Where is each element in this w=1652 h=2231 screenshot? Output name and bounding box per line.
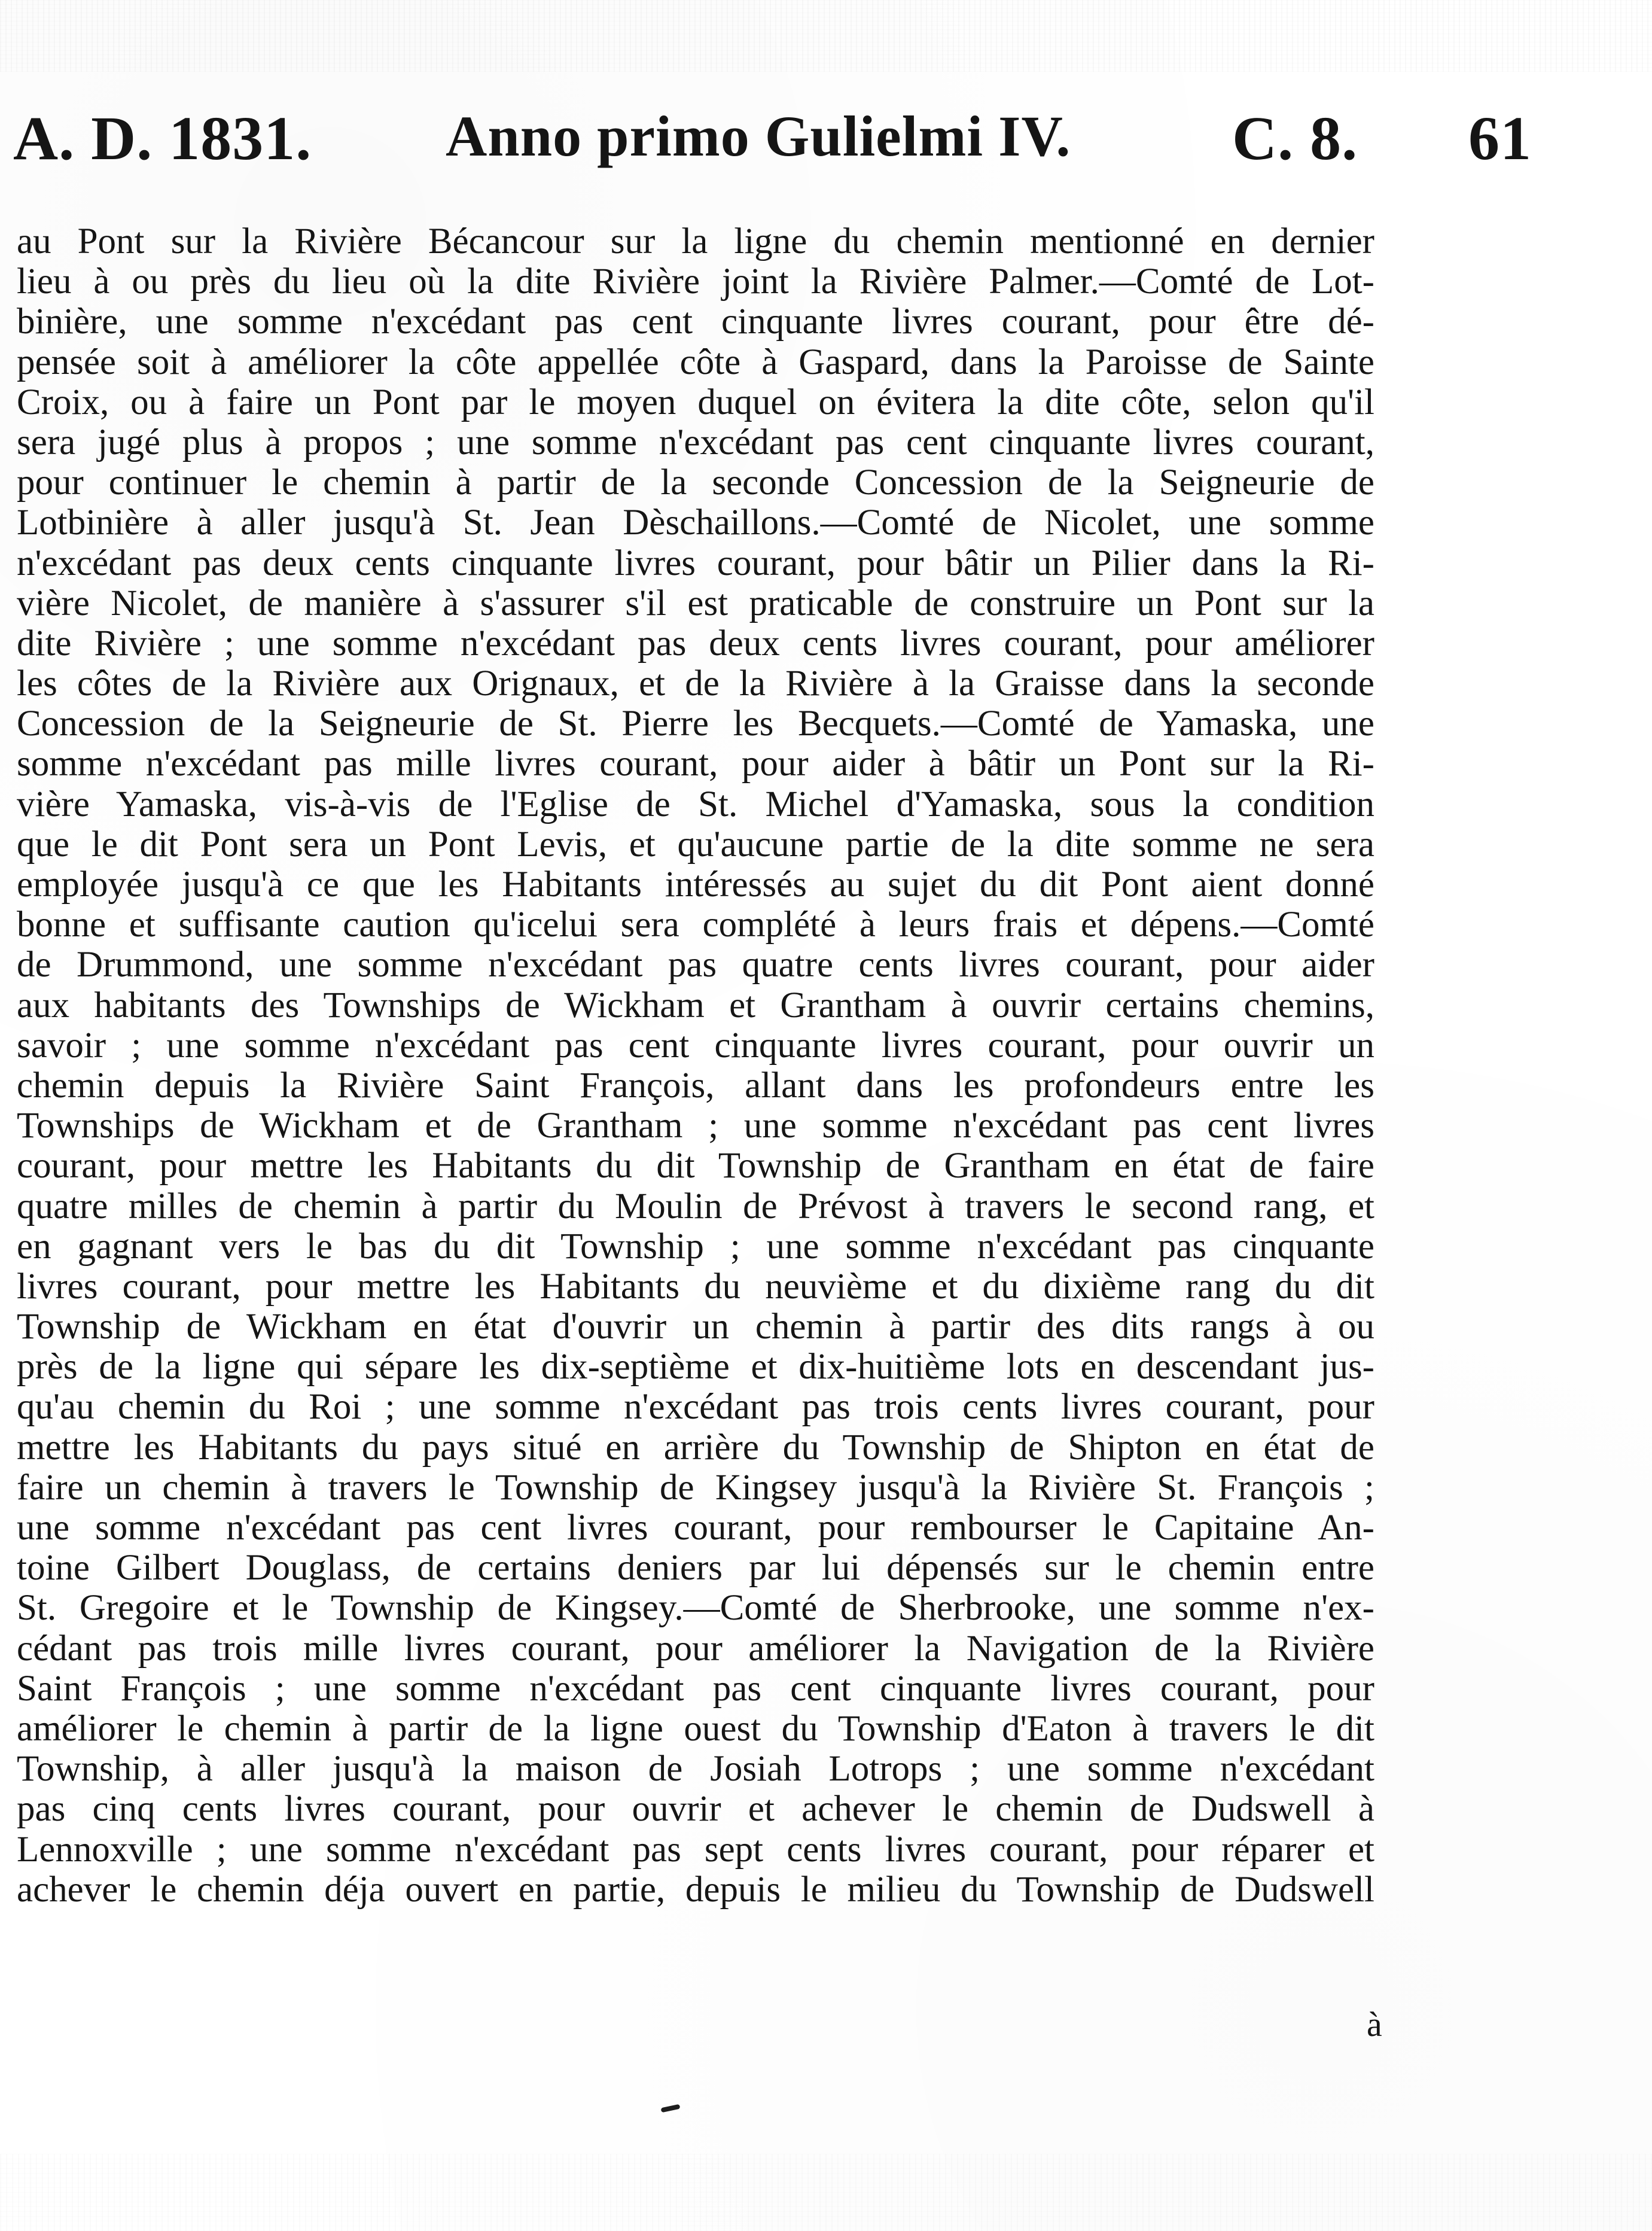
text-line: qu'au chemin du Roi ; une somme n'excédant pas trois cents livres courant, pour [17, 1387, 1374, 1428]
text-line: aux habitants des Townships de Wickham et Grantham à ouvrir certains chemins, [17, 985, 1374, 1025]
text-line: Township de Wickham en état d'ouvrir un chemin à partir des dits rangs à ou [17, 1307, 1374, 1347]
text-line: lieu à ou près du lieu où la dite Rivière joint la Rivière Palmer.—Comté de Lot- [17, 261, 1374, 302]
scan-noise-bottom [0, 2154, 1652, 2231]
text-line: Lennoxville ; une somme n'excédant pas sept cents livres courant, pour réparer et [17, 1829, 1374, 1870]
text-line: faire un chemin à travers le Township de Kingsey jusqu'à la Rivière St. François ; [17, 1467, 1374, 1508]
text-line: Saint François ; une somme n'excédant pas cent cinquante livres courant, pour [17, 1668, 1374, 1709]
text-line: employée jusqu'à ce que les Habitants intéressés au sujet du dit Pont aient donné [17, 865, 1374, 905]
text-line: binière, une somme n'excédant pas cent cinquante livres courant, pour être dé- [17, 302, 1374, 342]
scan-noise-top [0, 0, 1652, 72]
text-line: vière Yamaska, vis-à-vis de l'Eglise de St. Michel d'Yamaska, sous la condition [17, 784, 1374, 824]
text-line: somme n'excédant pas mille livres courant, pour aider à bâtir un Pont sur la Ri- [17, 744, 1374, 784]
text-line: sera jugé plus à propos ; une somme n'excédant pas cent cinquante livres courant, [17, 422, 1374, 462]
text-line: courant, pour mettre les Habitants du dit Township de Grantham en état de faire [17, 1146, 1374, 1186]
text-line: toine Gilbert Douglass, de certains deniers par lui dépensés sur le chemin entre [17, 1548, 1374, 1588]
text-line: Township, à aller jusqu'à la maison de Josiah Lotrops ; une somme n'excédant [17, 1749, 1374, 1789]
text-line: St. Gregoire et le Township de Kingsey.—Comté de Sherbrooke, une somme n'ex- [17, 1588, 1374, 1629]
text-line: chemin depuis la Rivière Saint François, allant dans les profondeurs entre les [17, 1065, 1374, 1106]
text-line: cédant pas trois mille livres courant, pour améliorer la Navigation de la Rivière [17, 1628, 1374, 1669]
text-line: Croix, ou à faire un Pont par le moyen duquel on évitera la dite côte, selon qu'il [17, 382, 1374, 422]
text-line: vière Nicolet, de manière à s'assurer s'il est praticable de construire un Pont sur la [17, 583, 1374, 623]
header-year: A. D. 1831. [13, 104, 312, 173]
text-line: améliorer le chemin à partir de la ligne ouest du Township d'Eaton à travers le dit [17, 1708, 1374, 1749]
text-line: en gagnant vers le bas du dit Township ; une somme n'excédant pas cinquante [17, 1226, 1374, 1267]
header-chapter: C. 8. [1232, 104, 1358, 173]
header-page-number: 61 [1468, 104, 1532, 173]
text-line: une somme n'excédant pas cent livres courant, pour rembourser le Capitaine An- [17, 1508, 1374, 1548]
body-text [17, 221, 1374, 1910]
text-line: pensée soit à améliorer la côte appellée côte à Gaspard, dans la Paroisse de Sainte [17, 342, 1374, 382]
catchword: à [1367, 2005, 1382, 2044]
text-line: pour continuer le chemin à partir de la seconde Concession de la Seigneurie de [17, 462, 1374, 503]
text-line: Concession de la Seigneurie de St. Pierre les Becquets.—Comté de Yamaska, une [17, 704, 1374, 744]
text-line: n'excédant pas deux cents cinquante livres courant, pour bâtir un Pilier dans la Ri- [17, 543, 1374, 583]
header-title: Anno primo Gulielmi IV. [446, 104, 1071, 168]
text-line: bonne et suffisante caution qu'icelui sera complété à leurs frais et dépens.—Comté [17, 905, 1374, 945]
text-line: Lotbinière à aller jusqu'à St. Jean Dèschaillons.—Comté de Nicolet, une somme [17, 503, 1374, 543]
text-line: les côtes de la Rivière aux Orignaux, et de la Rivière à la Graisse dans la seconde [17, 663, 1374, 704]
text-line: pas cinq cents livres courant, pour ouvrir et achever le chemin de Dudswell à [17, 1789, 1374, 1830]
text-line: mettre les Habitants du pays situé en arrière du Township de Shipton en état de [17, 1427, 1374, 1468]
ink-mark [661, 2104, 681, 2113]
text-line: au Pont sur la Rivière Bécancour sur la ligne du chemin mentionné en dernier [17, 221, 1374, 261]
text-line: dite Rivière ; une somme n'excédant pas deux cents livres courant, pour améliorer [17, 623, 1374, 663]
text-line: de Drummond, une somme n'excédant pas quatre cents livres courant, pour aider [17, 945, 1374, 985]
text-line: achever le chemin déja ouvert en partie, depuis le milieu du Township de Dudswell [17, 1869, 1374, 1910]
text-line: savoir ; une somme n'excédant pas cent cinquante livres courant, pour ouvrir un [17, 1025, 1374, 1066]
text-line: Townships de Wickham et de Grantham ; une somme n'excédant pas cent livres [17, 1106, 1374, 1146]
text-line: que le dit Pont sera un Pont Levis, et qu'aucune partie de la dite somme ne sera [17, 824, 1374, 865]
text-line: quatre milles de chemin à partir du Moulin de Prévost à travers le second rang, et [17, 1186, 1374, 1226]
text-line: livres courant, pour mettre les Habitants du neuvième et du dixième rang du dit [17, 1266, 1374, 1307]
text-line: près de la ligne qui sépare les dix-septième et dix-huitième lots en descendant jus- [17, 1347, 1374, 1387]
